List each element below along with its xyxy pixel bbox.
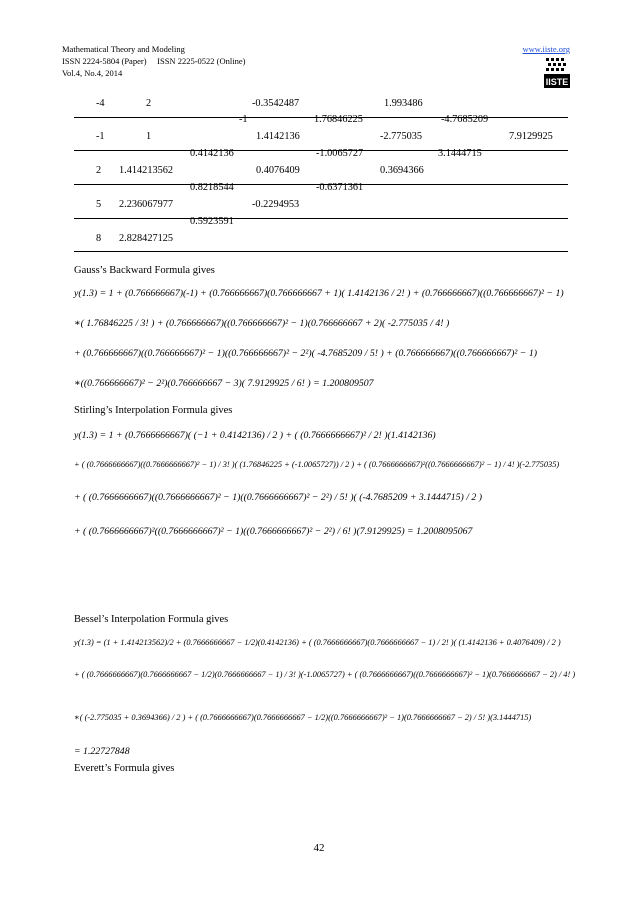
table-cell: 2	[146, 98, 152, 109]
website-link[interactable]: www.iiste.org	[522, 44, 570, 54]
gauss-equation-line: ∗( 1.76846225 / 3! ) + (0.766666667)((0.766666667)² − 1)(0.766666667 + 2)( -2.775035 / 4! )	[74, 318, 450, 329]
everett-heading: Everett’s Formula gives	[74, 763, 175, 774]
table-row-divider	[74, 251, 568, 252]
stirling-equation-line: + ( (0.7666666667)((0.7666666667)² − 1)((0.7666666667)² − 2²) / 5! )( (-4.7685209 + 3.1444715) / 2 )	[74, 492, 483, 503]
bessel-equation-line: = 1.22727848	[74, 746, 130, 757]
table-cell: -1	[239, 114, 248, 125]
gauss-equation-line: y(1.3) = 1 + (0.766666667)(-1) + (0.766666667)(0.766666667 + 1)( 1.4142136 / 2! ) + (0.766666667)((0.766666667)² − 1)	[74, 288, 564, 299]
table-cell: 2	[96, 165, 102, 176]
stirling-heading: Stirling’s Interpolation Formula gives	[74, 405, 233, 416]
journal-header	[62, 43, 245, 79]
svg-text:IISTE: IISTE	[545, 77, 569, 87]
table-row-divider	[74, 184, 568, 185]
bessel-equation-line: ∗( (-2.775035 + 0.3694366) / 2 ) + ( (0.7666666667)(0.7666666667 − 1/2)((0.7666666667)² − 1)(0.7666666667 − 2) / 5! )(3.1444715)	[74, 713, 532, 722]
gauss-equation-line: + (0.766666667)((0.766666667)² − 1)((0.766666667)² − 2²)( -4.7685209 / 5! ) + (0.766666667)((0.766666667)² − 1)	[74, 348, 538, 359]
table-cell: 2.236067977	[119, 199, 174, 210]
table-cell: -4.7685209	[441, 114, 489, 125]
gauss-heading: Gauss’s Backward Formula gives	[74, 265, 215, 276]
table-cell: 8	[96, 233, 102, 244]
table-cell: -4	[96, 98, 105, 109]
bessel-heading: Bessel’s Interpolation Formula gives	[74, 614, 229, 625]
table-cell: 2.828427125	[119, 233, 174, 244]
table-cell: 3.1444715	[438, 148, 482, 159]
table-cell: -0.3542487	[252, 98, 300, 109]
table-cell: -1	[96, 131, 105, 142]
table-cell: 1	[146, 131, 152, 142]
table-cell: 0.8218544	[190, 182, 234, 193]
table-row-divider	[74, 150, 568, 151]
table-cell: -0.6371361	[316, 182, 364, 193]
journal-issn: ISSN 2224-5804 (Paper) ISSN 2225-0522 (Online)	[62, 56, 246, 66]
table-cell: 0.3694366	[380, 165, 424, 176]
difference-table	[74, 92, 568, 244]
table-cell: 1.76846225	[314, 114, 363, 125]
table-cell: 0.4142136	[190, 148, 234, 159]
journal-title: Mathematical Theory and Modeling	[62, 44, 185, 54]
table-row-divider	[74, 117, 568, 118]
table-cell: -0.2294953	[252, 199, 300, 210]
website-link-block	[523, 43, 570, 55]
table-cell: 1.4142136	[256, 131, 300, 142]
stirling-equation-line: + ( (0.7666666667)²((0.7666666667)² − 1)((0.7666666667)² − 2²) / 6! )(7.9129925) = 1.2008095067	[74, 526, 473, 537]
gauss-equation-line: ∗((0.766666667)² − 2²)(0.766666667 − 3)( 7.9129925 / 6! ) = 1.200809507	[74, 378, 374, 389]
iiste-logo-icon	[544, 58, 570, 88]
table-row-divider	[74, 218, 568, 219]
table-cell: -1.0065727	[316, 148, 364, 159]
table-cell: 0.5923591	[190, 216, 234, 227]
journal-volume: Vol.4, No.4, 2014	[62, 68, 123, 78]
bessel-equation-line: + ( (0.7666666667)(0.7666666667 − 1/2)(0.7666666667 − 1) / 3! )(-1.0065727) + ( (0.7666666667)((0.7666666667)² − 1)(0.7666666667 − 2) / 4! )	[74, 670, 576, 679]
table-cell: 7.9129925	[509, 131, 553, 142]
page-number: 42	[313, 842, 325, 854]
table-cell: 1.993486	[384, 98, 423, 109]
table-cell: 5	[96, 199, 102, 210]
stirling-equation-line: + ( (0.7666666667)((0.7666666667)² − 1) / 3! )( (1.76846225 + (-1.0065727)) / 2 ) + ( (0.7666666667)²((0.7666666667)² − 1) / 4! )(-2.775035)	[74, 460, 560, 469]
table-cell: -2.775035	[380, 131, 423, 142]
table-cell: 0.4076409	[256, 165, 300, 176]
table-cell: 1.414213562	[119, 165, 174, 176]
bessel-equation-line: y(1.3) = (1 + 1.414213562)/2 + (0.7666666667 − 1/2)(0.4142136) + ( (0.7666666667)(0.7666666667 − 1) / 2! )( (1.4142136 + 0.4076409) / 2 )	[74, 638, 561, 647]
stirling-equation-line: y(1.3) = 1 + (0.7666666667)( (−1 + 0.4142136) / 2 ) + ( (0.7666666667)² / 2! )(1.4142136)	[74, 430, 436, 441]
